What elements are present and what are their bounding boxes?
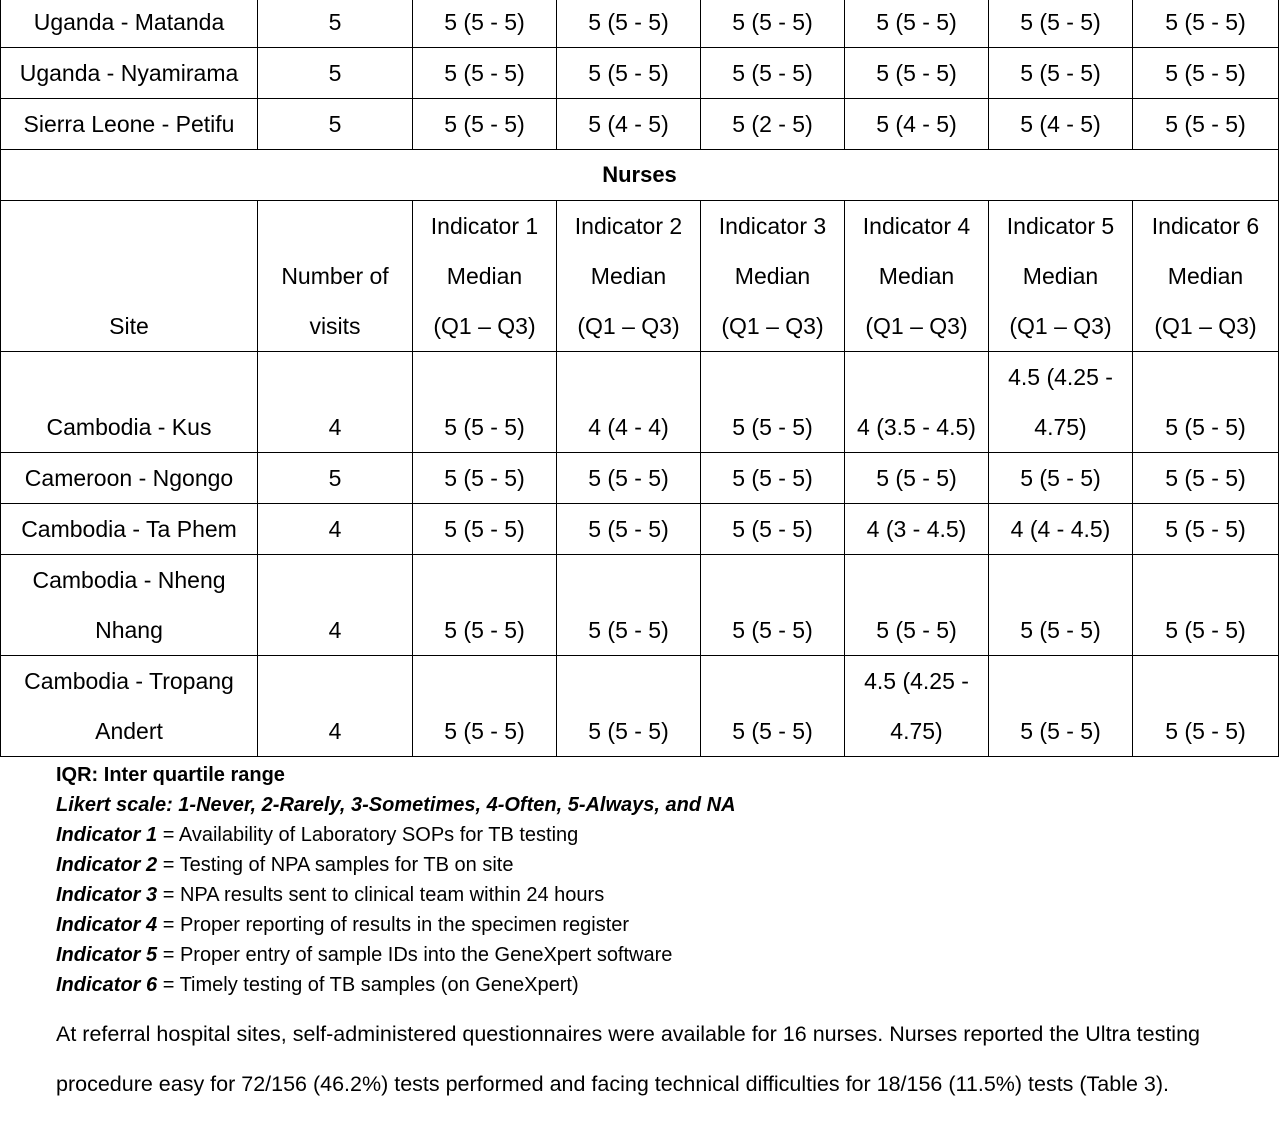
indicator-3-cell: 5 (5 - 5) — [701, 352, 845, 453]
indicator-3-cell: 5 (2 - 5) — [701, 99, 845, 150]
header-indicator-1: Indicator 1 Median (Q1 – Q3) — [413, 201, 557, 352]
likert-note: Likert scale: 1-Never, 2-Rarely, 3-Sometimes, 4-Often, 5-Always, and NA — [56, 794, 736, 816]
indicator-4-cell: 4 (3 - 4.5) — [845, 504, 989, 555]
table-row — [1, 453, 1279, 504]
indicator-2-cell: 5 (5 - 5) — [557, 656, 701, 757]
definition-line — [56, 970, 736, 1000]
indicator-6-cell: 5 (5 - 5) — [1133, 0, 1279, 48]
indicator-6-cell: 5 (5 - 5) — [1133, 352, 1279, 453]
indicator-definitions — [56, 820, 736, 1000]
table-body-nurses-section — [1, 150, 1279, 352]
definition-line — [56, 880, 736, 910]
definition-key: Indicator 3 — [56, 884, 158, 906]
site-cell: Uganda - Matanda — [1, 0, 258, 48]
indicator-4-cell: 5 (5 - 5) — [845, 453, 989, 504]
definition-text: Proper entry of sample IDs into the GeneXpert software — [179, 944, 673, 966]
site-cell: Cambodia - Tropang Andert — [1, 656, 258, 757]
definition-separator: = — [157, 854, 180, 876]
indicator-2-cell: 5 (5 - 5) — [557, 0, 701, 48]
table-notes — [56, 760, 736, 1000]
definition-line — [56, 850, 736, 880]
header-indicator-5: Indicator 5 Median (Q1 – Q3) — [989, 201, 1133, 352]
table-row — [1, 656, 1279, 757]
visits-cell: 5 — [258, 48, 413, 99]
definition-separator: = — [157, 974, 180, 996]
indicator-6-cell: 5 (5 - 5) — [1133, 453, 1279, 504]
indicator-2-cell: 5 (4 - 5) — [557, 99, 701, 150]
header-indicator-3: Indicator 3 Median (Q1 – Q3) — [701, 201, 845, 352]
indicator-3-cell: 5 (5 - 5) — [701, 453, 845, 504]
visits-cell: 5 — [258, 99, 413, 150]
header-indicator-6: Indicator 6 Median (Q1 – Q3) — [1133, 201, 1279, 352]
definition-key: Indicator 4 — [56, 914, 158, 936]
indicator-6-cell: 5 (5 - 5) — [1133, 555, 1279, 656]
indicator-2-cell: 5 (5 - 5) — [557, 555, 701, 656]
definition-key: Indicator 2 — [56, 854, 158, 876]
definition-text: NPA results sent to clinical team within 24 hours — [179, 884, 605, 906]
definition-text: Proper reporting of results in the specimen register — [179, 914, 630, 936]
indicator-1-cell: 5 (5 - 5) — [413, 656, 557, 757]
indicator-5-cell: 5 (4 - 5) — [989, 99, 1133, 150]
indicator-5-cell: 5 (5 - 5) — [989, 656, 1133, 757]
indicator-6-cell: 5 (5 - 5) — [1133, 48, 1279, 99]
definition-key: Indicator 6 — [56, 974, 158, 996]
visits-cell: 5 — [258, 453, 413, 504]
indicator-6-cell: 5 (5 - 5) — [1133, 656, 1279, 757]
definition-key: Indicator 5 — [56, 944, 158, 966]
indicator-1-cell: 5 (5 - 5) — [413, 352, 557, 453]
indicator-5-cell: 4 (4 - 4.5) — [989, 504, 1133, 555]
indicator-2-cell: 5 (5 - 5) — [557, 48, 701, 99]
indicator-5-cell: 5 (5 - 5) — [989, 453, 1133, 504]
indicator-5-cell: 4.5 (4.25 - 4.75) — [989, 352, 1133, 453]
indicator-5-cell: 5 (5 - 5) — [989, 555, 1133, 656]
indicator-6-cell: 5 (5 - 5) — [1133, 504, 1279, 555]
indicator-6-cell: 5 (5 - 5) — [1133, 99, 1279, 150]
table-row — [1, 48, 1279, 99]
definition-line — [56, 820, 736, 850]
indicator-4-cell: 4 (3.5 - 4.5) — [845, 352, 989, 453]
definition-separator: = — [157, 944, 180, 966]
indicator-2-cell: 4 (4 - 4) — [557, 352, 701, 453]
indicator-1-cell: 5 (5 - 5) — [413, 0, 557, 48]
definition-separator: = — [157, 884, 180, 906]
indicator-3-cell: 5 (5 - 5) — [701, 555, 845, 656]
site-cell: Uganda - Nyamirama — [1, 48, 258, 99]
section-row — [1, 150, 1279, 201]
table-header-row — [1, 201, 1279, 352]
header-site: Site — [1, 201, 258, 352]
visits-cell: 5 — [258, 0, 413, 48]
table-row — [1, 352, 1279, 453]
indicator-1-cell: 5 (5 - 5) — [413, 99, 557, 150]
visits-cell: 4 — [258, 656, 413, 757]
header-visits: Number of visits — [258, 201, 413, 352]
indicator-1-cell: 5 (5 - 5) — [413, 555, 557, 656]
indicator-3-cell: 5 (5 - 5) — [701, 48, 845, 99]
definition-line — [56, 940, 736, 970]
visits-cell: 4 — [258, 352, 413, 453]
indicator-1-cell: 5 (5 - 5) — [413, 48, 557, 99]
indicator-3-cell: 5 (5 - 5) — [701, 0, 845, 48]
site-cell: Cambodia - Kus — [1, 352, 258, 453]
section-label: Nurses — [1, 150, 1279, 201]
header-indicator-2: Indicator 2 Median (Q1 – Q3) — [557, 201, 701, 352]
indicator-1-cell: 5 (5 - 5) — [413, 453, 557, 504]
visits-cell: 4 — [258, 555, 413, 656]
definition-text: Availability of Laboratory SOPs for TB testing — [178, 824, 579, 846]
table-row — [1, 504, 1279, 555]
indicator-2-cell: 5 (5 - 5) — [557, 504, 701, 555]
definition-line — [56, 910, 736, 940]
indicator-3-cell: 5 (5 - 5) — [701, 504, 845, 555]
site-cell: Cambodia - Ta Phem — [1, 504, 258, 555]
header-indicator-4: Indicator 4 Median (Q1 – Q3) — [845, 201, 989, 352]
indicator-4-cell: 4.5 (4.25 - 4.75) — [845, 656, 989, 757]
indicator-5-cell: 5 (5 - 5) — [989, 0, 1133, 48]
indicator-4-cell: 5 (5 - 5) — [845, 555, 989, 656]
definition-separator: = — [157, 914, 180, 936]
table-row — [1, 0, 1279, 48]
definition-key: Indicator 1 — [56, 824, 158, 846]
indicator-4-cell: 5 (5 - 5) — [845, 0, 989, 48]
visits-cell: 4 — [258, 504, 413, 555]
table-row — [1, 99, 1279, 150]
indicator-1-cell: 5 (5 - 5) — [413, 504, 557, 555]
table-body-upper — [1, 0, 1279, 150]
iqr-note: IQR: Inter quartile range — [56, 764, 285, 786]
indicator-4-cell: 5 (4 - 5) — [845, 99, 989, 150]
definition-text: Testing of NPA samples for TB on site — [179, 854, 514, 876]
table-body-nurses — [1, 352, 1279, 757]
definition-separator: = — [157, 824, 179, 846]
body-paragraph: At referral hospital sites, self-administered questionnaires were available for 16 nurses. Nurses reported the Ultra testing procedure easy for 72/156 (46.2%) tests performed and facing technical difficulties for 18/156 (11.5%) tests (Table 3). — [56, 1022, 1200, 1096]
indicator-4-cell: 5 (5 - 5) — [845, 48, 989, 99]
definition-text: Timely testing of TB samples (on GeneXpert) — [179, 974, 579, 996]
site-cell: Cameroon - Ngongo — [1, 453, 258, 504]
indicator-5-cell: 5 (5 - 5) — [989, 48, 1133, 99]
table-row — [1, 555, 1279, 656]
indicator-3-cell: 5 (5 - 5) — [701, 656, 845, 757]
site-cell: Cambodia - Nheng Nhang — [1, 555, 258, 656]
indicator-2-cell: 5 (5 - 5) — [557, 453, 701, 504]
site-cell: Sierra Leone - Petifu — [1, 99, 258, 150]
